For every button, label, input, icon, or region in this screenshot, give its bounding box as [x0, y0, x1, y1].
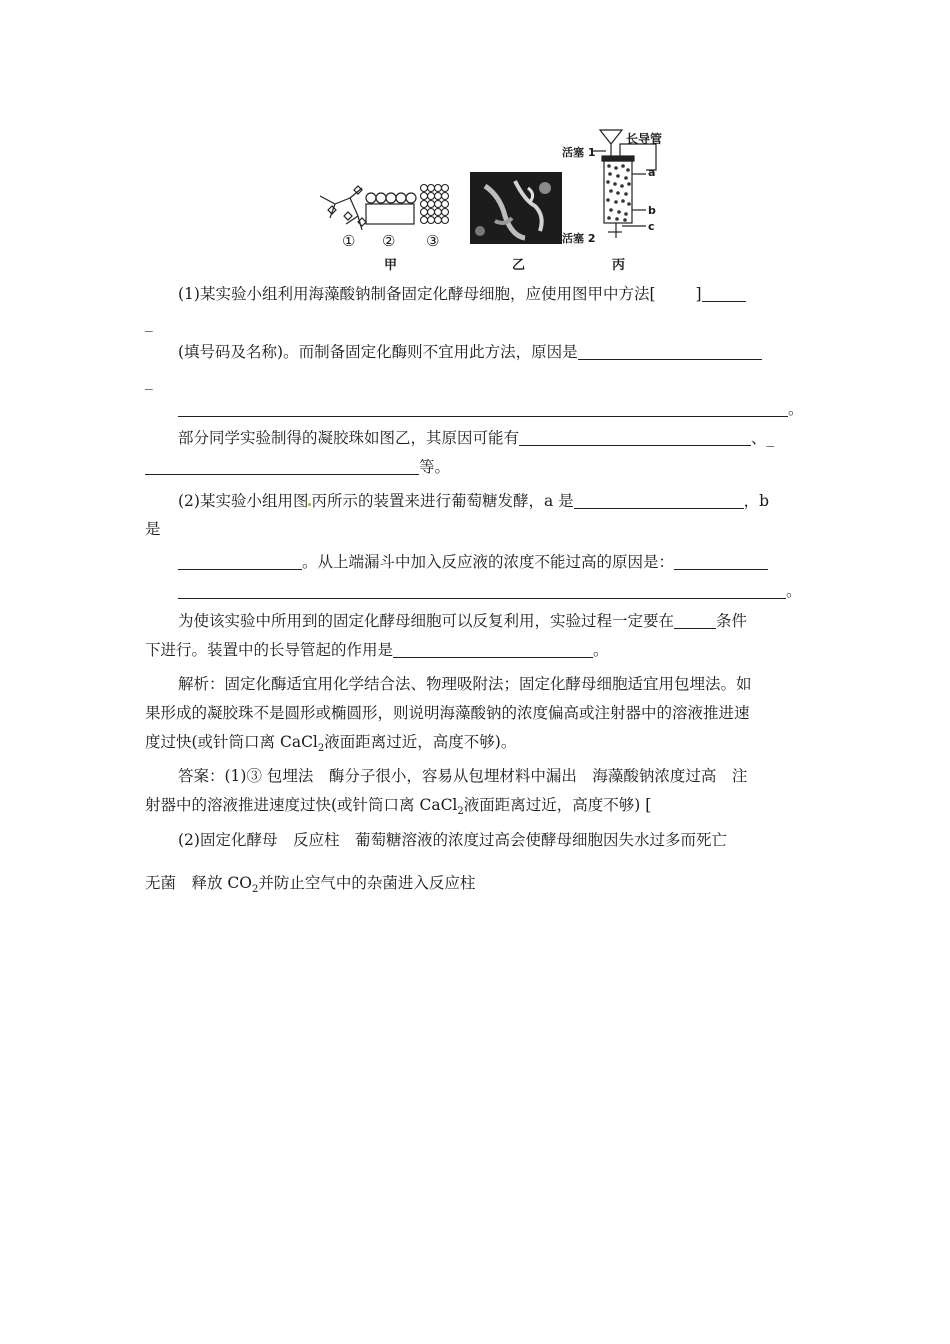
q2-blank-condition[interactable]	[674, 612, 716, 629]
q2-blank-tube[interactable]	[393, 641, 593, 658]
q2-line-2: 是	[145, 520, 161, 538]
q1-line-5: 等。	[145, 456, 815, 478]
figure-drawing	[300, 126, 680, 271]
method-2-drawing	[366, 193, 416, 224]
q1-dash-2: _	[145, 372, 153, 390]
analysis-line-1: 解析：固定化酶适宜用化学结合法、物理吸附法；固定化酵母细胞适宜用包埋法。如	[178, 675, 752, 693]
q1-blank-5[interactable]	[145, 458, 419, 475]
label-a: a	[648, 166, 656, 179]
label-valve-2: 活塞 2	[562, 232, 596, 245]
method-3-drawing	[421, 185, 449, 224]
q2-blank-b[interactable]	[178, 553, 302, 570]
caption-jia: 甲	[384, 258, 398, 273]
q1-line-2: (填号码及名称)。而制备固定化酶则不宜用此方法，原因是	[178, 341, 848, 363]
experiment-figure	[300, 126, 680, 271]
label-b: b	[648, 204, 656, 217]
q1-line-4: 部分同学实验制得的凝胶珠如图乙，其原因可能有 、_	[178, 429, 775, 447]
answer-line-3: (2)固定化酵母 反应柱 葡萄糖溶液的浓度过高会使酵母细胞因失水过多而死亡	[178, 831, 727, 849]
q1-blank-4[interactable]	[519, 429, 751, 446]
q1-dash-1: _	[145, 314, 153, 332]
caption-bing: 丙	[612, 258, 626, 273]
label-long-tube: 长导管	[626, 132, 663, 146]
q2-line-5: 为使该实验中所用到的固定化酵母细胞可以反复利用，实验过程一定要在 条件	[178, 612, 748, 630]
q2-line-3: 。从上端漏斗中加入反应液的浓度不能过高的原因是：	[178, 551, 848, 573]
q2-line-6: 下进行。装置中的长导管起的作用是 。	[145, 641, 609, 659]
answer-line-4: 无菌 释放 $CO_2$并防止空气中的杂菌进入反应柱	[145, 874, 476, 896]
q1-line-1: (1)某实验小组利用海藻酸钠制备固定化酵母细胞，应使用图甲中方法[ ]	[178, 283, 848, 305]
analysis-line-3: 度过快(或针筒口离 CaCl$_2$液面距离过近，高度不够)。	[145, 733, 517, 755]
q2-blank-a[interactable]	[574, 492, 744, 509]
q2-blank-reason-cont[interactable]	[178, 582, 786, 599]
method-1-label: ①	[342, 232, 356, 250]
method-1-drawing	[320, 186, 366, 230]
label-valve-1: 活塞 1	[562, 146, 596, 159]
answer-line-1: 答案：(1)③ 包埋法 酶分子很小，容易从包埋材料中漏出 海藻酸钠浓度过高 注	[178, 767, 748, 785]
q1-blank-2[interactable]	[578, 343, 762, 360]
analysis-line-2: 果形成的凝胶珠不是圆形或椭圆形，则说明海藻酸钠的浓度偏高或注射器中的溶液推进速	[145, 704, 750, 722]
caption-yi: 乙	[512, 258, 526, 273]
q1-line-3: 。	[178, 398, 848, 420]
q1-blank-3[interactable]	[178, 400, 788, 417]
q1-blank-1[interactable]	[702, 285, 746, 302]
answer-line-2: 射器中的溶液推进速度过快(或针筒口离 CaCl$_2$液面距离过近，高度不够) [	[145, 796, 652, 818]
method-2-label: ②	[382, 232, 396, 250]
label-c: c	[648, 220, 655, 233]
apparatus-beads	[606, 164, 631, 222]
q2-line-1: (2)某实验小组用图 丙所示的装置来进行葡萄糖发酵，a 是 ，b	[178, 492, 770, 510]
gel-bead-photo	[470, 172, 562, 244]
q2-line-4: 。	[178, 580, 848, 602]
method-3-label: ③	[426, 232, 440, 250]
q2-blank-reason[interactable]	[674, 553, 768, 570]
